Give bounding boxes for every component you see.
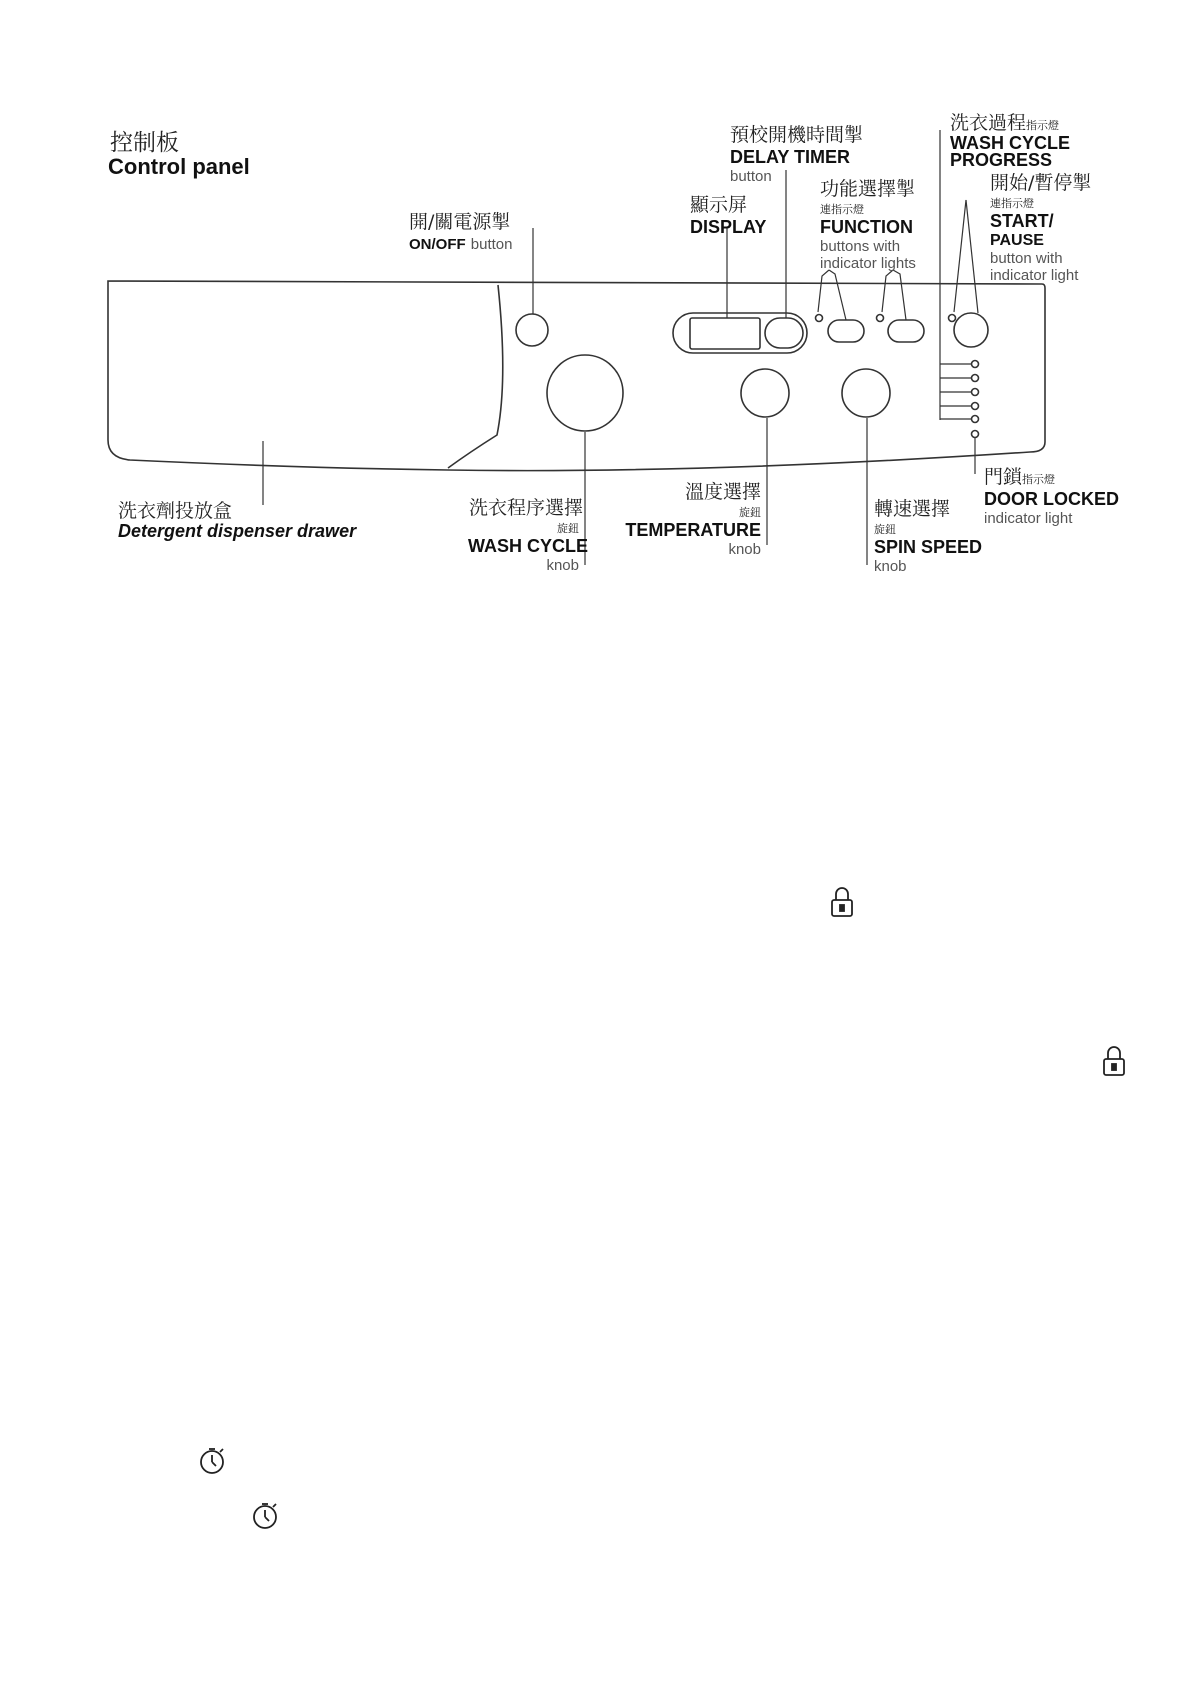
delay-timer-button-shape xyxy=(765,318,803,348)
door-locked-label-zh: 門鎖 xyxy=(984,466,1023,488)
start-pause-button-shape xyxy=(954,313,988,347)
progress-label-zh: 洗衣過程 xyxy=(950,112,1027,134)
wash-cycle-label-zh: 洗衣程序選擇 xyxy=(468,497,583,519)
display-screen xyxy=(690,318,760,349)
temperature-label-en: TEMPERATURE xyxy=(625,520,761,540)
lock-icon xyxy=(1104,1047,1124,1075)
delay-timer-label-type: button xyxy=(730,168,772,185)
start-pause-label xyxy=(990,168,1091,284)
function-label-en: FUNCTION xyxy=(820,217,913,237)
spin-speed-label xyxy=(874,494,982,575)
spin-speed-label-zh-small: 旋鈕 xyxy=(874,523,896,536)
spin-speed-label-zh: 轉速選擇 xyxy=(874,498,951,520)
onoff-label xyxy=(409,207,512,253)
spin-speed-label-type: knob xyxy=(874,558,907,575)
stopwatch-icon xyxy=(201,1449,223,1473)
onoff-label-zh: 開/關電源掣 xyxy=(409,211,511,233)
stopwatch-icon xyxy=(254,1504,276,1528)
door-locked-label-zh-small: 指示燈 xyxy=(1022,473,1056,486)
progress-label-en-1: WASH CYCLE xyxy=(950,133,1071,153)
door-locked-label-type: indicator light xyxy=(984,510,1073,527)
door-locked-label-en: DOOR LOCKED xyxy=(984,489,1119,509)
delay-timer-label-zh: 預校開機時間掣 xyxy=(730,124,864,146)
spin-speed-label-en: SPIN SPEED xyxy=(874,537,983,557)
start-pause-label-desc-2: indicator light xyxy=(990,267,1079,284)
function-label xyxy=(820,174,916,272)
function-label-desc-2: indicator lights xyxy=(820,255,916,272)
progress-label-en-2: PROGRESS xyxy=(950,150,1053,170)
function-light-1 xyxy=(816,315,823,322)
detergent-label xyxy=(118,496,356,542)
progress-label xyxy=(950,108,1070,169)
start-pause-label-zh: 開始/暫停掣 xyxy=(990,172,1092,194)
onoff-label-en: ON/OFF xyxy=(409,236,466,253)
detergent-label-zh: 洗衣劑投放盒 xyxy=(118,500,233,522)
temperature-label-type: knob xyxy=(728,541,761,558)
function-button-2-shape xyxy=(888,320,924,342)
display-label-en: DISPLAY xyxy=(690,217,767,237)
start-pause-label-desc-1: button with xyxy=(990,250,1063,267)
function-light-2 xyxy=(877,315,884,322)
spin-speed-knob-shape xyxy=(842,369,890,417)
function-label-zh: 功能選擇掣 xyxy=(820,178,916,200)
detergent-label-en: Detergent dispenser drawer xyxy=(118,521,357,541)
display-label-zh: 顯示屏 xyxy=(690,194,748,216)
door-locked-label xyxy=(984,462,1119,527)
drawer-divider xyxy=(448,285,503,468)
wash-cycle-label-type: knob xyxy=(546,557,579,574)
onoff-label-type: button xyxy=(470,236,513,253)
onoff-button-shape xyxy=(516,314,548,346)
progress-label-zh-small: 指示燈 xyxy=(1026,119,1060,132)
door-locked-light xyxy=(972,431,979,438)
display-housing xyxy=(673,313,807,353)
temperature-label-zh-small: 旋鈕 xyxy=(739,506,761,519)
temperature-label xyxy=(620,477,761,558)
start-pause-label-en-1: START/ xyxy=(990,211,1054,231)
start-pause-light xyxy=(949,315,956,322)
wash-cycle-label-en: WASH CYCLE xyxy=(468,536,589,556)
title-zh: 控制板 xyxy=(110,130,179,156)
start-pause-label-zh-small: 連指示燈 xyxy=(990,197,1034,210)
wash-cycle-knob-shape xyxy=(547,355,623,431)
display-label xyxy=(690,190,766,238)
temperature-knob-shape xyxy=(741,369,789,417)
function-label-zh-small: 連指示燈 xyxy=(820,203,864,216)
start-pause-label-en-2: PAUSE xyxy=(990,232,1044,249)
function-label-desc-1: buttons with xyxy=(820,238,901,255)
temperature-label-zh: 溫度選擇 xyxy=(684,481,761,503)
page-title: Control panel xyxy=(108,154,250,179)
wash-cycle-label-zh-small: 旋鈕 xyxy=(557,522,579,535)
function-button-1-shape xyxy=(828,320,864,342)
lock-icon xyxy=(832,888,852,916)
wash-cycle-label xyxy=(468,493,589,574)
delay-timer-label-en: DELAY TIMER xyxy=(730,147,851,167)
